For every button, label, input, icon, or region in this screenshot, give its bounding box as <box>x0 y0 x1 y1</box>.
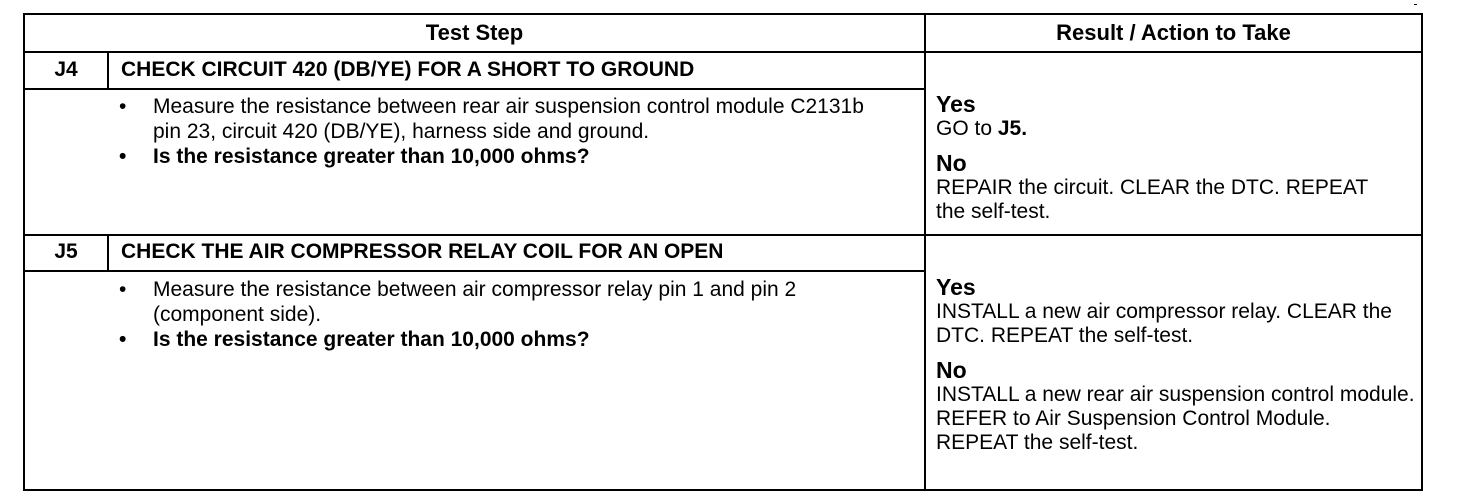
id-divider-j4 <box>107 53 109 88</box>
j5-title-bottom-line <box>25 270 924 272</box>
diagnostic-table <box>23 13 1423 491</box>
no-action: INSTALL a new rear air suspension control module. REFER to Air Suspension Control Module. REPEAT the self-test. <box>936 383 1415 454</box>
yes-action <box>936 117 1416 141</box>
column-divider <box>924 15 926 489</box>
list-item <box>119 277 889 327</box>
no-label: No <box>936 357 967 383</box>
corner-tick-mark <box>1414 4 1417 5</box>
result-j5 <box>936 275 1416 455</box>
id-divider-j5 <box>107 236 109 270</box>
bullet-icon: • <box>119 95 127 118</box>
result-j4 <box>936 92 1416 224</box>
header-test-step: Test Step <box>425 20 524 45</box>
bullet-icon: • <box>119 328 127 351</box>
j4-row-bottom-line <box>25 234 1421 236</box>
list-item <box>119 327 889 352</box>
step-bullets-j5 <box>119 277 889 352</box>
bullet-question: Is the resistance greater than 10,000 ohms? <box>153 328 590 351</box>
list-item <box>119 144 889 169</box>
no-action: REPAIR the circuit. CLEAR the DTC. REPEAT the self-test. <box>936 176 1368 223</box>
list-item <box>119 94 889 144</box>
bullet-icon: • <box>119 278 127 301</box>
yes-label: Yes <box>936 274 976 300</box>
step-bullets-j4 <box>119 94 889 169</box>
header-result-action: Result / Action to Take <box>1056 20 1291 45</box>
header-bottom-line <box>25 51 1421 53</box>
yes-action-target: J5. <box>997 117 1028 140</box>
step-title-j5: CHECK THE AIR COMPRESSOR RELAY COIL FOR AN OPEN <box>121 240 724 263</box>
yes-action-prefix: GO to <box>936 117 998 140</box>
bullet-text: Measure the resistance between rear air suspension control module C2131b pin 23, circuit 420 (DB/YE), harness side and ground. <box>153 95 864 143</box>
no-label: No <box>936 150 967 176</box>
yes-label: Yes <box>936 91 976 117</box>
bullet-icon: • <box>119 145 127 168</box>
j4-title-bottom-line <box>25 88 924 90</box>
step-id-j4: J4 <box>54 58 78 81</box>
bullet-question: Is the resistance greater than 10,000 ohms? <box>153 145 590 168</box>
yes-action: INSTALL a new air compressor relay. CLEAR the DTC. REPEAT the self-test. <box>936 300 1392 347</box>
step-title-j4: CHECK CIRCUIT 420 (DB/YE) FOR A SHORT TO GROUND <box>121 58 695 81</box>
step-id-j5: J5 <box>54 240 78 263</box>
bullet-text: Measure the resistance between air compressor relay pin 1 and pin 2 (component side). <box>153 278 797 326</box>
